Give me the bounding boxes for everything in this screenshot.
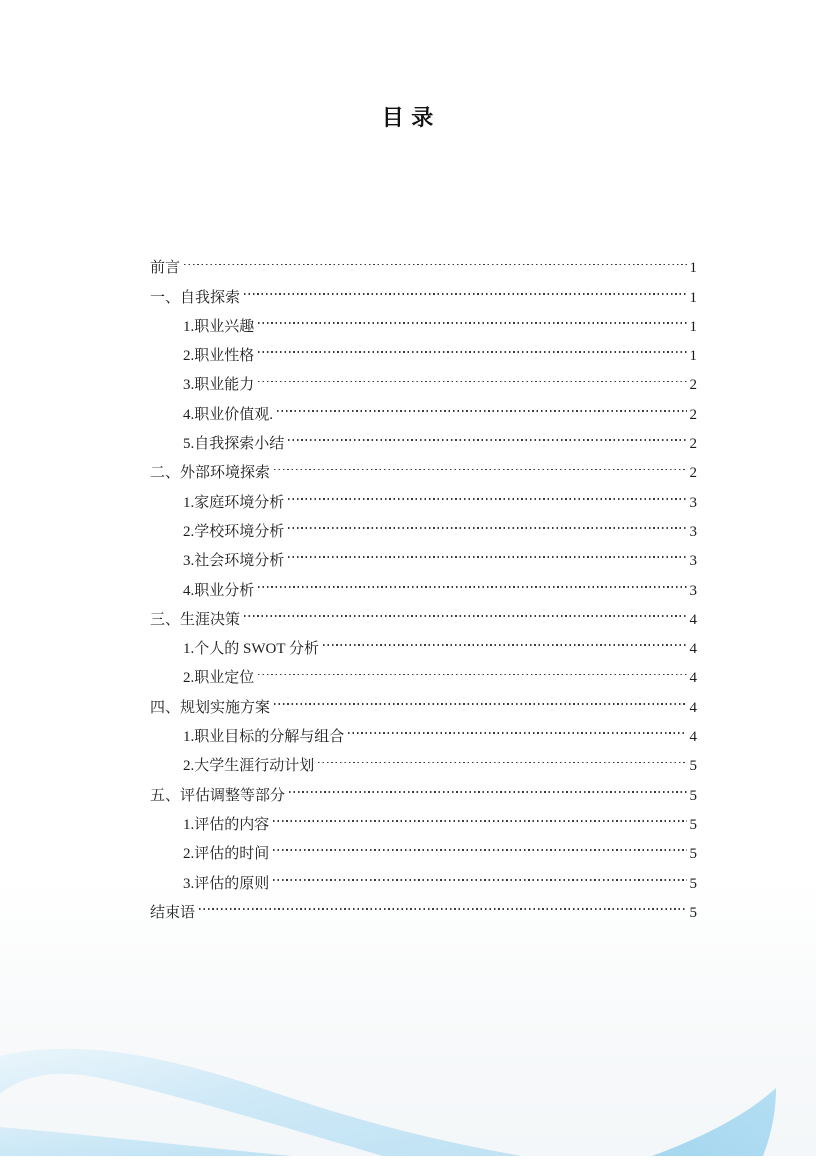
toc-entry-page: 5 <box>689 787 697 804</box>
toc-entry-label: 二、外部环境探索 <box>150 465 271 482</box>
toc-entry-page: 2 <box>689 465 697 482</box>
wave-crescent <box>652 1088 776 1156</box>
toc-entry-label: 3.职业能力 <box>183 377 255 394</box>
toc-leader-dots <box>258 331 686 360</box>
toc-leader-dots <box>348 712 686 741</box>
toc-entry-label: 3.社会环境分析 <box>183 553 285 570</box>
toc-entry-label: 1.家庭环境分析 <box>183 494 285 511</box>
toc-leader-dots <box>288 477 686 506</box>
toc-entry-label: 1.个人的 SWOT 分析 <box>183 641 319 658</box>
toc-leader-dots <box>258 302 686 331</box>
toc-entry-page: 3 <box>689 553 697 570</box>
toc-leader-dots <box>199 888 686 917</box>
toc-entry-page: 3 <box>689 582 697 599</box>
toc-entry-label: 2.学校环境分析 <box>183 523 285 540</box>
toc-leader-dots <box>184 243 686 272</box>
page-title: 目 录 <box>381 105 435 130</box>
toc-entry-label: 1.评估的内容 <box>183 816 270 833</box>
wave-band-upper <box>0 1049 522 1156</box>
toc-entry-label: 四、规划实施方案 <box>150 699 271 716</box>
toc-entry-page: 4 <box>689 670 697 687</box>
toc-entry-page: 4 <box>689 699 697 716</box>
toc-entry-page: 5 <box>689 904 697 921</box>
toc-leader-dots <box>273 829 686 858</box>
toc-entry-page: 1 <box>689 318 697 335</box>
toc-leader-dots <box>289 770 686 799</box>
bottom-wave-decoration <box>0 936 816 1156</box>
toc-entry-page: 2 <box>689 436 697 453</box>
toc-leader-dots <box>244 272 686 301</box>
toc-entry-label: 4.职业价值观. <box>183 406 274 423</box>
toc-leader-dots <box>273 858 686 887</box>
toc-entry-label: 4.职业分析 <box>183 582 255 599</box>
toc-entry-label: 5.自我探索小结 <box>183 436 285 453</box>
toc-entry-page: 5 <box>689 816 697 833</box>
toc-entry-label: 前言 <box>150 260 181 277</box>
toc-entry-label: 3.评估的原则 <box>183 875 270 892</box>
toc-leader-dots <box>273 800 686 829</box>
toc-entry-page: 4 <box>689 729 697 746</box>
toc-entry-page: 5 <box>689 846 697 863</box>
toc-entry-label: 一、自我探索 <box>150 289 241 306</box>
toc-entry-page: 5 <box>689 875 697 892</box>
toc-entry-label: 1.职业兴趣 <box>183 318 255 335</box>
toc-entry[interactable] <box>150 243 697 277</box>
toc-entry-page: 2 <box>689 406 697 423</box>
wave-svg <box>0 936 816 1156</box>
toc-leader-dots <box>258 565 686 594</box>
toc-leader-dots <box>323 624 687 653</box>
toc-leader-dots <box>288 507 686 536</box>
toc-entry-label: 结束语 <box>150 904 196 921</box>
toc-entry-page: 2 <box>689 377 697 394</box>
toc-leader-dots <box>244 595 686 624</box>
toc-leader-dots <box>288 419 686 448</box>
toc-entry-label: 2.评估的时间 <box>183 846 270 863</box>
table-of-contents <box>150 243 697 921</box>
toc-entry-page: 4 <box>689 641 697 658</box>
toc-entry-label: 1.职业目标的分解与组合 <box>183 729 345 746</box>
toc-leader-dots <box>277 389 686 418</box>
toc-entry-page: 1 <box>689 289 697 306</box>
toc-entry[interactable] <box>150 888 697 921</box>
document-page <box>0 100 816 921</box>
toc-entry-page: 3 <box>689 523 697 540</box>
toc-leader-dots <box>288 536 686 565</box>
toc-entry-label: 2.大学生涯行动计划 <box>183 758 315 775</box>
toc-entry-label: 三、生涯决策 <box>150 611 241 628</box>
toc-leader-dots <box>258 653 686 682</box>
toc-entry-page: 3 <box>689 494 697 511</box>
toc-leader-dots <box>318 741 686 770</box>
toc-entry-label: 五、评估调整等部分 <box>150 787 286 804</box>
toc-leader-dots <box>274 682 686 711</box>
toc-entry[interactable] <box>150 272 697 306</box>
wave-band-lower <box>0 1127 292 1156</box>
toc-entry-label: 2.职业定位 <box>183 670 255 687</box>
toc-leader-dots <box>274 448 686 477</box>
toc-entry-label: 2.职业性格 <box>183 348 255 365</box>
toc-entry-page: 1 <box>689 260 697 277</box>
toc-entry-page: 5 <box>689 758 697 775</box>
toc-entry-page: 1 <box>689 348 697 365</box>
toc-leader-dots <box>258 360 686 389</box>
toc-entry-page: 4 <box>689 611 697 628</box>
